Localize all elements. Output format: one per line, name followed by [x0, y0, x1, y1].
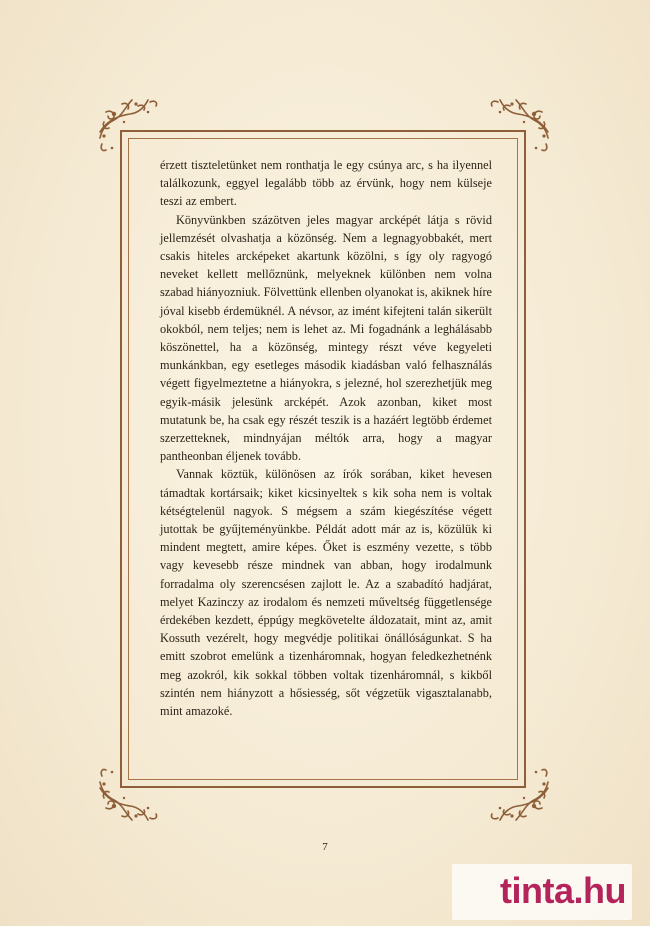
- paragraph: Könyvünkben százötven jeles magyar arcképét látja s rövid jellemzését olvashatja a közönség. Nem a legnagyobbakét, mert csakis hiteles arcképeket akartunk közölni, s így oly ragyogó neveket kellett mellőznünk, melyeknek különben nem volna szabad hiányozniuk. Fölvettünk ellenben olyanokat is, akiknek híre jóval kisebb érdemüknél. A névsor, az imént kifejteni talán sikerült okokból, nem teljes; nem is lehet az. Mi fogadnánk a leghálásabb köszönettel, ha a közönség, mintegy részt véve kegyeleti munkánkban, egy esetleges második kiadásban való felhasználás végett figyelmeztetne a hiányokra, s jelezné, hol szerezhetjük meg egyik-másik jelesünk arcképét. Azok azonban, kiket most mutatunk be, ha csak egy részét teszik is a hazáért legtöbb érdemet szerzetteknek, mindnyájan méltók arra, hogy a magyar pantheonban éljenek tovább.: [160, 212, 492, 464]
- corner-ornament-icon: [482, 92, 556, 166]
- paragraph: érzett tiszteletünket nem ronthatja le egy csúnya arc, s ha ilyennel találkozunk, eggyel legalább több az érvünk, hogy nem külseje teszi az embert.: [160, 158, 492, 209]
- paragraph: Vannak köztük, különösen az írók sorában, kiket hevesen támadtak kortársaik; kiket kicsinyeltek s kik soha nem is voltak kétségtelenül nagyok. S mégsem a szám kiegészítése végett jutottak be gyűjteményünkbe. Példát adott már az is, közülük ki mindent megtett, amire képes. Őket is eszmény vezette, s több vagy kevesebb része mindnek van abban, hogy irodalmunk forradalma oly szerencsésen zajlott le. Az a szabadító hadjárat, melyet Kazinczy az irodalom és nemzeti műveltség függetlensége érdekében kezdett, éppúgy megkövetelte áldozatait, mint az, amit Kossuth vezérelt, hogy megvédje politikai önállóságunkat. S ha emitt szobrot emelünk a tizenháromnak, hogyan feledkezhetnénk meg azokról, kik sokkal többen voltak tizenháromnál, s kikből szintén nem hiányzott a hősiesség, sőt végzetük vigasztalanabb, mint amazoké.: [160, 467, 492, 719]
- watermark-logo: tinta.hu: [500, 870, 626, 911]
- page-number: 7: [322, 841, 328, 853]
- corner-ornament-icon: [482, 754, 556, 828]
- corner-ornament-icon: [92, 92, 166, 166]
- body-text: [160, 156, 492, 720]
- corner-ornament-icon: [92, 754, 166, 828]
